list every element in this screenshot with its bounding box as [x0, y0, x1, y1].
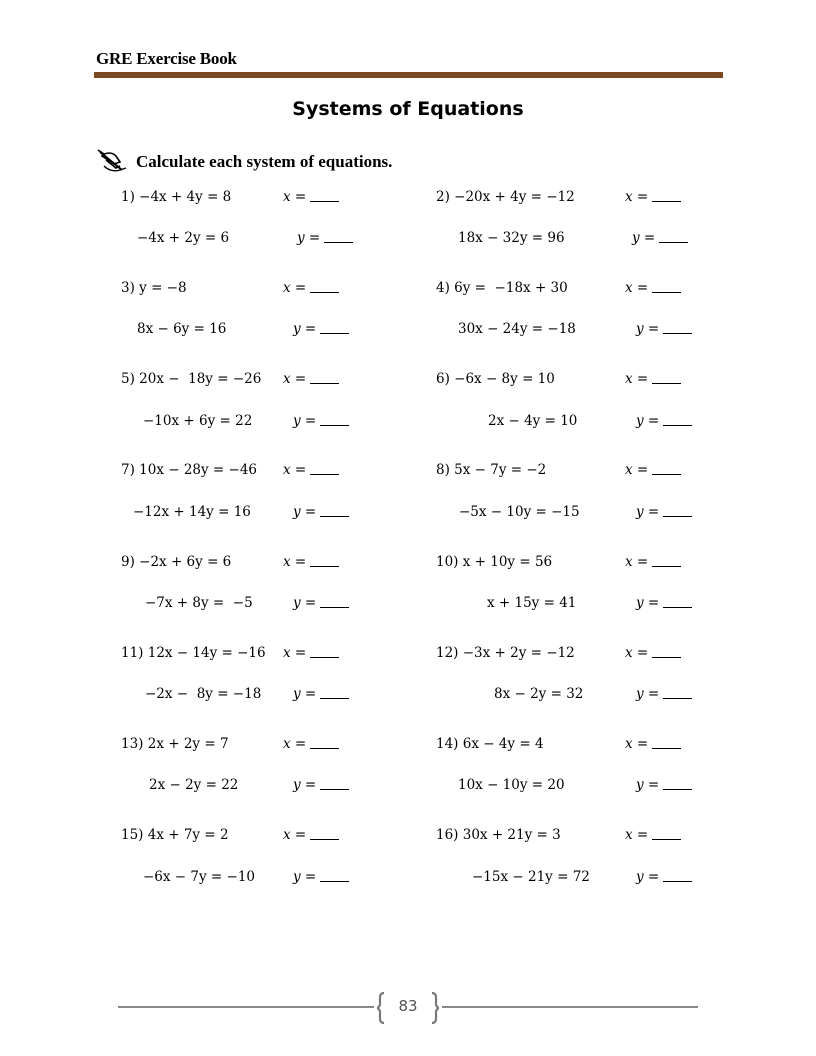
problem-9-x-answer[interactable] [283, 554, 339, 570]
x-label: x = [283, 189, 307, 205]
problem-5-equation-2: −10x + 6y = 22 [143, 413, 253, 429]
problem-10-y-answer[interactable] [636, 595, 692, 611]
problem-10-equation-1: 10) x + 10y = 56 [436, 554, 553, 570]
left-bracket-icon [376, 992, 386, 1024]
problem-3-x-answer[interactable] [283, 280, 339, 296]
problem-13-equation-1: 13) 2x + 2y = 7 [121, 736, 229, 752]
footer-line-left [118, 1006, 374, 1008]
problem-5-y-answer[interactable] [293, 413, 349, 429]
problem-1-equation-2: −4x + 2y = 6 [137, 230, 230, 246]
answer-blank[interactable] [310, 747, 339, 749]
problem-3-equation-2: 8x − 6y = 16 [137, 321, 227, 337]
answer-blank[interactable] [652, 747, 681, 749]
y-label: y = [636, 413, 660, 429]
problem-9-y-answer[interactable] [293, 595, 349, 611]
y-label: y = [293, 504, 317, 520]
y-label: y = [293, 321, 317, 337]
answer-blank[interactable] [652, 200, 681, 202]
x-label: x = [283, 371, 307, 387]
answer-blank[interactable] [320, 880, 349, 882]
answer-blank[interactable] [652, 382, 681, 384]
y-label: y = [293, 595, 317, 611]
y-label: y = [636, 686, 660, 702]
x-label: x = [625, 827, 649, 843]
answer-blank[interactable] [310, 656, 339, 658]
problem-13-y-answer[interactable] [293, 777, 349, 793]
problem-8-y-answer[interactable] [636, 504, 692, 520]
problem-5-x-answer[interactable] [283, 371, 339, 387]
problem-1-equation-1: 1) −4x + 4y = 8 [121, 189, 232, 205]
answer-blank[interactable] [663, 606, 692, 608]
problem-2-equation-1: 2) −20x + 4y = −12 [436, 189, 575, 205]
problem-16-equation-2: −15x − 21y = 72 [472, 869, 590, 885]
answer-blank[interactable] [310, 200, 339, 202]
problem-9-equation-2: −7x + 8y = −5 [145, 595, 253, 611]
x-label: x = [625, 736, 649, 752]
x-label: x = [625, 280, 649, 296]
y-label: y = [293, 777, 317, 793]
problem-7-equation-1: 7) 10x − 28y = −46 [121, 462, 258, 478]
answer-blank[interactable] [320, 697, 349, 699]
problem-3-equation-1: 3) y = −8 [121, 280, 187, 296]
problem-11-equation-2: −2x − 8y = −18 [145, 686, 262, 702]
header-rule [94, 72, 723, 78]
x-label: x = [283, 554, 307, 570]
footer-line-right [442, 1006, 698, 1008]
y-label: y = [293, 413, 317, 429]
problem-2-y-answer[interactable] [632, 230, 688, 246]
problem-10-equation-2: x + 15y = 41 [487, 595, 577, 611]
answer-blank[interactable] [320, 332, 349, 334]
answer-blank[interactable] [663, 515, 692, 517]
problem-4-equation-2: 30x − 24y = −18 [458, 321, 576, 337]
pencil-writing-icon [96, 148, 130, 176]
problem-15-y-answer[interactable] [293, 869, 349, 885]
answer-blank[interactable] [652, 656, 681, 658]
problem-3-y-answer[interactable] [293, 321, 349, 337]
problem-15-equation-1: 15) 4x + 7y = 2 [121, 827, 229, 843]
problem-1-x-answer[interactable] [283, 189, 339, 205]
problem-5-equation-1: 5) 20x − 18y = −26 [121, 371, 262, 387]
problem-2-equation-2: 18x − 32y = 96 [458, 230, 565, 246]
answer-blank[interactable] [663, 880, 692, 882]
answer-blank[interactable] [310, 473, 339, 475]
answer-blank[interactable] [663, 697, 692, 699]
problem-6-equation-1: 6) −6x − 8y = 10 [436, 371, 555, 387]
answer-blank[interactable] [652, 291, 681, 293]
answer-blank[interactable] [310, 382, 339, 384]
x-label: x = [625, 645, 649, 661]
problem-14-y-answer[interactable] [636, 777, 692, 793]
x-label: x = [625, 554, 649, 570]
answer-blank[interactable] [320, 424, 349, 426]
instruction-text: Calculate each system of equations. [136, 152, 393, 171]
y-label: y = [297, 230, 321, 246]
problem-13-x-answer[interactable] [283, 736, 339, 752]
answer-blank[interactable] [310, 838, 339, 840]
problem-14-equation-1: 14) 6x − 4y = 4 [436, 736, 544, 752]
answer-blank[interactable] [652, 838, 681, 840]
answer-blank[interactable] [659, 241, 688, 243]
problem-8-equation-1: 8) 5x − 7y = −2 [436, 462, 547, 478]
answer-blank[interactable] [652, 473, 681, 475]
y-label: y = [293, 686, 317, 702]
problem-12-equation-2: 8x − 2y = 32 [494, 686, 584, 702]
problem-15-x-answer[interactable] [283, 827, 339, 843]
problem-4-x-answer[interactable] [625, 280, 681, 296]
problem-4-equation-1: 4) 6y = −18x + 30 [436, 280, 568, 296]
x-label: x = [625, 371, 649, 387]
problem-6-equation-2: 2x − 4y = 10 [488, 413, 578, 429]
problem-14-equation-2: 10x − 10y = 20 [458, 777, 565, 793]
y-label: y = [636, 777, 660, 793]
problem-16-equation-1: 16) 30x + 21y = 3 [436, 827, 561, 843]
x-label: x = [283, 462, 307, 478]
problem-12-y-answer[interactable] [636, 686, 692, 702]
problem-6-x-answer[interactable] [625, 371, 681, 387]
problem-16-x-answer[interactable] [625, 827, 681, 843]
problem-2-x-answer[interactable] [625, 189, 681, 205]
answer-blank[interactable] [652, 565, 681, 567]
x-label: x = [625, 462, 649, 478]
y-label: y = [636, 595, 660, 611]
instruction [96, 148, 392, 176]
problem-12-equation-1: 12) −3x + 2y = −12 [436, 645, 575, 661]
book-title: GRE Exercise Book [96, 49, 237, 68]
problem-14-x-answer[interactable] [625, 736, 681, 752]
answer-blank[interactable] [310, 565, 339, 567]
y-label: y = [636, 869, 660, 885]
answer-blank[interactable] [320, 606, 349, 608]
problem-15-equation-2: −6x − 7y = −10 [143, 869, 256, 885]
x-label: x = [283, 645, 307, 661]
right-bracket-icon [430, 992, 440, 1024]
problem-11-x-answer[interactable] [283, 645, 339, 661]
problem-16-y-answer[interactable] [636, 869, 692, 885]
answer-blank[interactable] [310, 291, 339, 293]
y-label: y = [636, 504, 660, 520]
problem-13-equation-2: 2x − 2y = 22 [149, 777, 239, 793]
problem-7-equation-2: −12x + 14y = 16 [133, 504, 251, 520]
problem-7-x-answer[interactable] [283, 462, 339, 478]
x-label: x = [283, 736, 307, 752]
y-label: y = [293, 869, 317, 885]
answer-blank[interactable] [663, 424, 692, 426]
answer-blank[interactable] [320, 515, 349, 517]
problem-11-y-answer[interactable] [293, 686, 349, 702]
problem-9-equation-1: 9) −2x + 6y = 6 [121, 554, 232, 570]
problem-4-y-answer[interactable] [636, 321, 692, 337]
problem-12-x-answer[interactable] [625, 645, 681, 661]
page-number: 83 [398, 997, 418, 1015]
x-label: x = [283, 280, 307, 296]
problem-8-x-answer[interactable] [625, 462, 681, 478]
x-label: x = [283, 827, 307, 843]
page-title: Systems of Equations [292, 98, 524, 120]
answer-blank[interactable] [663, 332, 692, 334]
problem-1-y-answer[interactable] [297, 230, 353, 246]
x-label: x = [625, 189, 649, 205]
problem-10-x-answer[interactable] [625, 554, 681, 570]
answer-blank[interactable] [324, 241, 353, 243]
problem-11-equation-1: 11) 12x − 14y = −16 [121, 645, 266, 661]
problem-7-y-answer[interactable] [293, 504, 349, 520]
answer-blank[interactable] [320, 788, 349, 790]
answer-blank[interactable] [663, 788, 692, 790]
problem-6-y-answer[interactable] [636, 413, 692, 429]
y-label: y = [636, 321, 660, 337]
y-label: y = [632, 230, 656, 246]
problem-8-equation-2: −5x − 10y = −15 [459, 504, 580, 520]
